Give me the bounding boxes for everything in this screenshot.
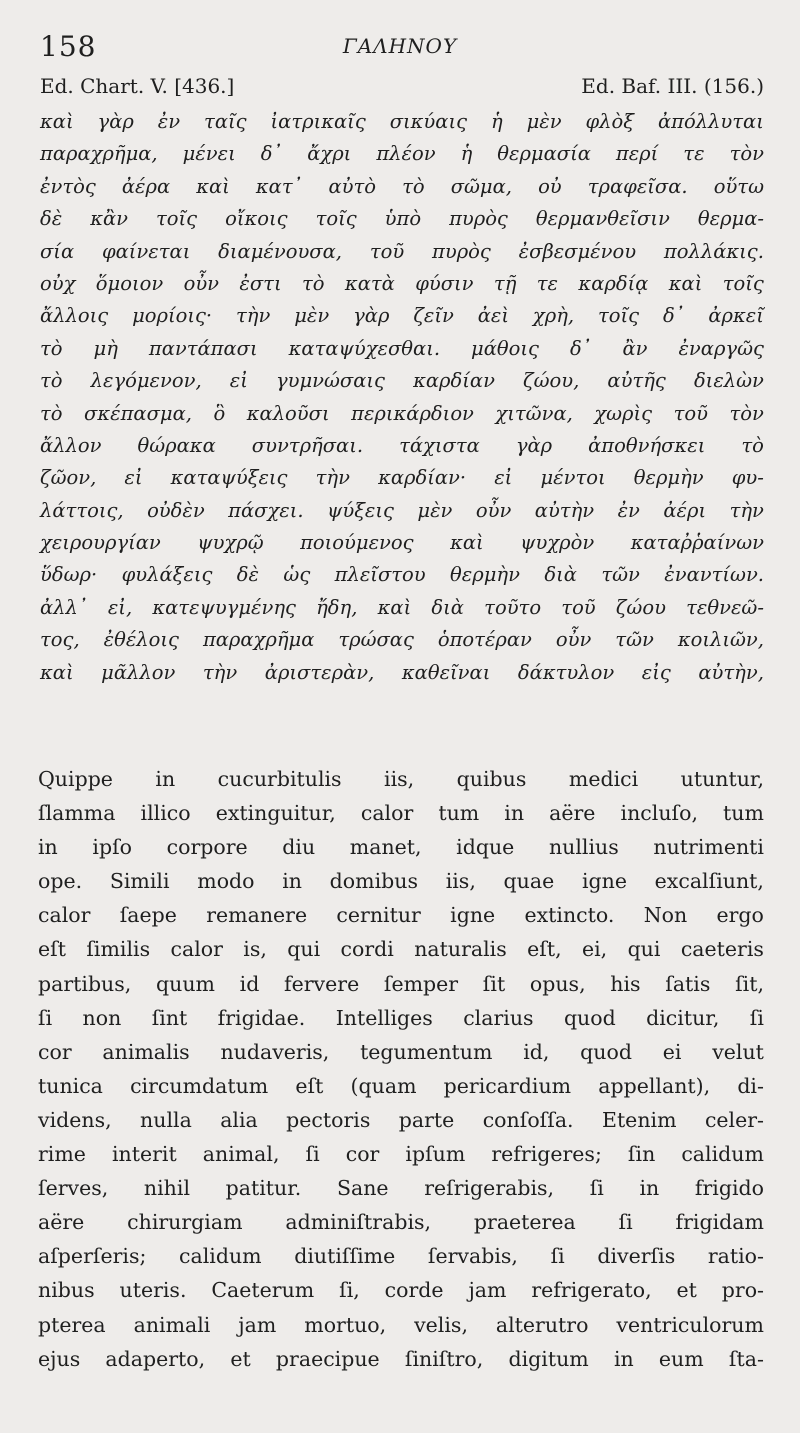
greek-text-line: χειρουργίαν ψυχρῷ ποιούμενος καὶ ψυχρὸν καταῤῥαίνων [40,531,764,555]
latin-text-line: ejus adaperto, et praecipue ſiniſtro, digitum in eum ſta- [38,1346,764,1371]
latin-text-line: eſt ſimilis calor is, qui cordi naturalis eſt, ei, qui caeteris [38,937,764,962]
latin-text-line: partibus, quum id fervere ſemper ſit opus, his ſatis ſit, [38,971,764,996]
latin-text-line: Quippe in cucurbitulis iis, quibus medici utuntur, [38,767,764,791]
greek-text-line: δὲ κἂν τοῖς οἴκοις τοῖς ὑπὸ πυρὸς θερμανθεῖσιν θερμα- [40,207,764,231]
greek-text-line: τὸ λεγόμενον, εἰ γυμνώσαις καρδίαν ζώου, αὐτῆς διελὼν [40,369,764,393]
page-number: 158 [40,30,97,63]
greek-text-line: τὸ μὴ παντάπασι καταψύχεσθαι. μάθοις δ᾽ ἂν ἐναργῶς [40,336,764,360]
latin-text-line: ſi non ſint frigidae. Intelliges clarius quod dicitur, ſi [38,1005,764,1030]
greek-text-line: ὕδωρ· φυλάξεις δὲ ὡς πλεῖστου θερμὴν διὰ τῶν ἐναντίων. [40,563,764,587]
greek-text-line: οὐχ ὅμοιον οὖν ἐστι τὸ κατὰ φύσιν τῇ τε καρδίᾳ καὶ τοῖς [40,271,764,295]
latin-text-line: pterea animali jam mortuo, velis, alterutro ventriculorum [38,1312,764,1337]
page-header [36,28,764,68]
latin-text-line: rime interit animal, ſi cor ipſum refrigeres; ſin calidum [38,1142,764,1167]
greek-text-line: λάττοις, οὐδὲν πάσχει. ψύξεις μὲν οὖν αὐτὴν ἐν ἀέρι τὴν [40,498,764,522]
greek-text-line: σία φαίνεται διαμένουσα, τοῦ πυρὸς ἐσβεσμένου πολλάκις. [40,239,764,263]
latin-text-block [38,762,764,1376]
latin-text-line: ſlamma illico extinguitur, calor tum in aëre incluſo, tum [38,801,764,826]
latin-text-line: aſperſeris; calidum diutiſſime ſervabis, ſi diverſis ratio- [38,1244,764,1269]
greek-text-line: καὶ μᾶλλον τὴν ἀριστερὰν, καθεῖναι δάκτυλον εἰς αὐτὴν, [40,660,764,684]
greek-text-line: καὶ γὰρ ἐν ταῖς ἰατρικαῖς σικύαις ἡ μὲν φλὸξ ἀπόλλυται [40,110,764,133]
greek-text-line: παραχρῆμα, μένει δ᾽ ἄχρι πλέον ἡ θερμασία περί τε τὸν [40,142,764,166]
latin-text-line: aëre chirurgiam adminiſtrabis, praeterea ſi frigidam [38,1210,764,1235]
greek-text-line: ζῶον, εἰ καταψύξεις τὴν καρδίαν· εἰ μέντοι θερμὴν φυ- [40,466,764,490]
greek-text-line: ἄλλοις μορίοις· τὴν μὲν γὰρ ζεῖν ἀεὶ χρὴ, τοῖς δ᾽ ἀρκεῖ [40,304,764,328]
running-title: ΓΑΛΗΝΟΥ [342,34,458,58]
latin-text-line: ope. Simili modo in domibus iis, quae igne excalſiunt, [38,869,764,894]
greek-text-line: ἄλλον θώρακα συντρῆσαι. τάχιστα γὰρ ἀποθνήσκει τὸ [40,433,764,457]
greek-text-line: ἐντὸς ἀέρα καὶ κατ᾽ αὐτὸ τὸ σῶμα, οὐ τραφεῖσα. οὕτω [40,174,764,198]
latin-text-line: nibus uteris. Caeterum ſi, corde jam refrigerato, et pro- [38,1278,764,1303]
edition-basel-ref: Ed. Baf. III. (156.) [581,74,764,98]
latin-text-line: tunica circumdatum eſt (quam pericardium appellant), di- [38,1073,764,1098]
greek-text-line: ἀλλ᾽ εἰ, κατεψυγμένης ἤδη, καὶ διὰ τοῦτο τοῦ ζώου τεθνεῶ- [40,595,764,619]
edition-chartier-ref: Ed. Chart. V. [436.] [40,74,235,98]
latin-text-line: ſerves, nihil patitur. Sane reſrigerabis, ſi in frigido [38,1176,764,1201]
latin-text-line: in ipſo corpore diu manet, idque nullius nutrimenti [38,835,764,860]
latin-text-line: cor animalis nudaveris, tegumentum id, quod ei velut [38,1039,764,1064]
latin-text-line: calor ſaepe remanere cernitur igne extincto. Non ergo [38,903,764,928]
latin-text-line: videns, nulla alia pectoris parte conſoſſa. Etenim celer- [38,1107,764,1132]
edition-reference-line [40,74,764,102]
greek-text-line: τος, ἐθέλοις παραχρῆμα τρώσας ὁποτέραν οὖν τῶν κοιλιῶν, [40,628,764,652]
greek-text-line: τὸ σκέπασμα, ὃ καλοῦσι περικάρδιον χιτῶνα, χωρὶς τοῦ τὸν [40,401,764,425]
greek-text-block [40,106,764,689]
